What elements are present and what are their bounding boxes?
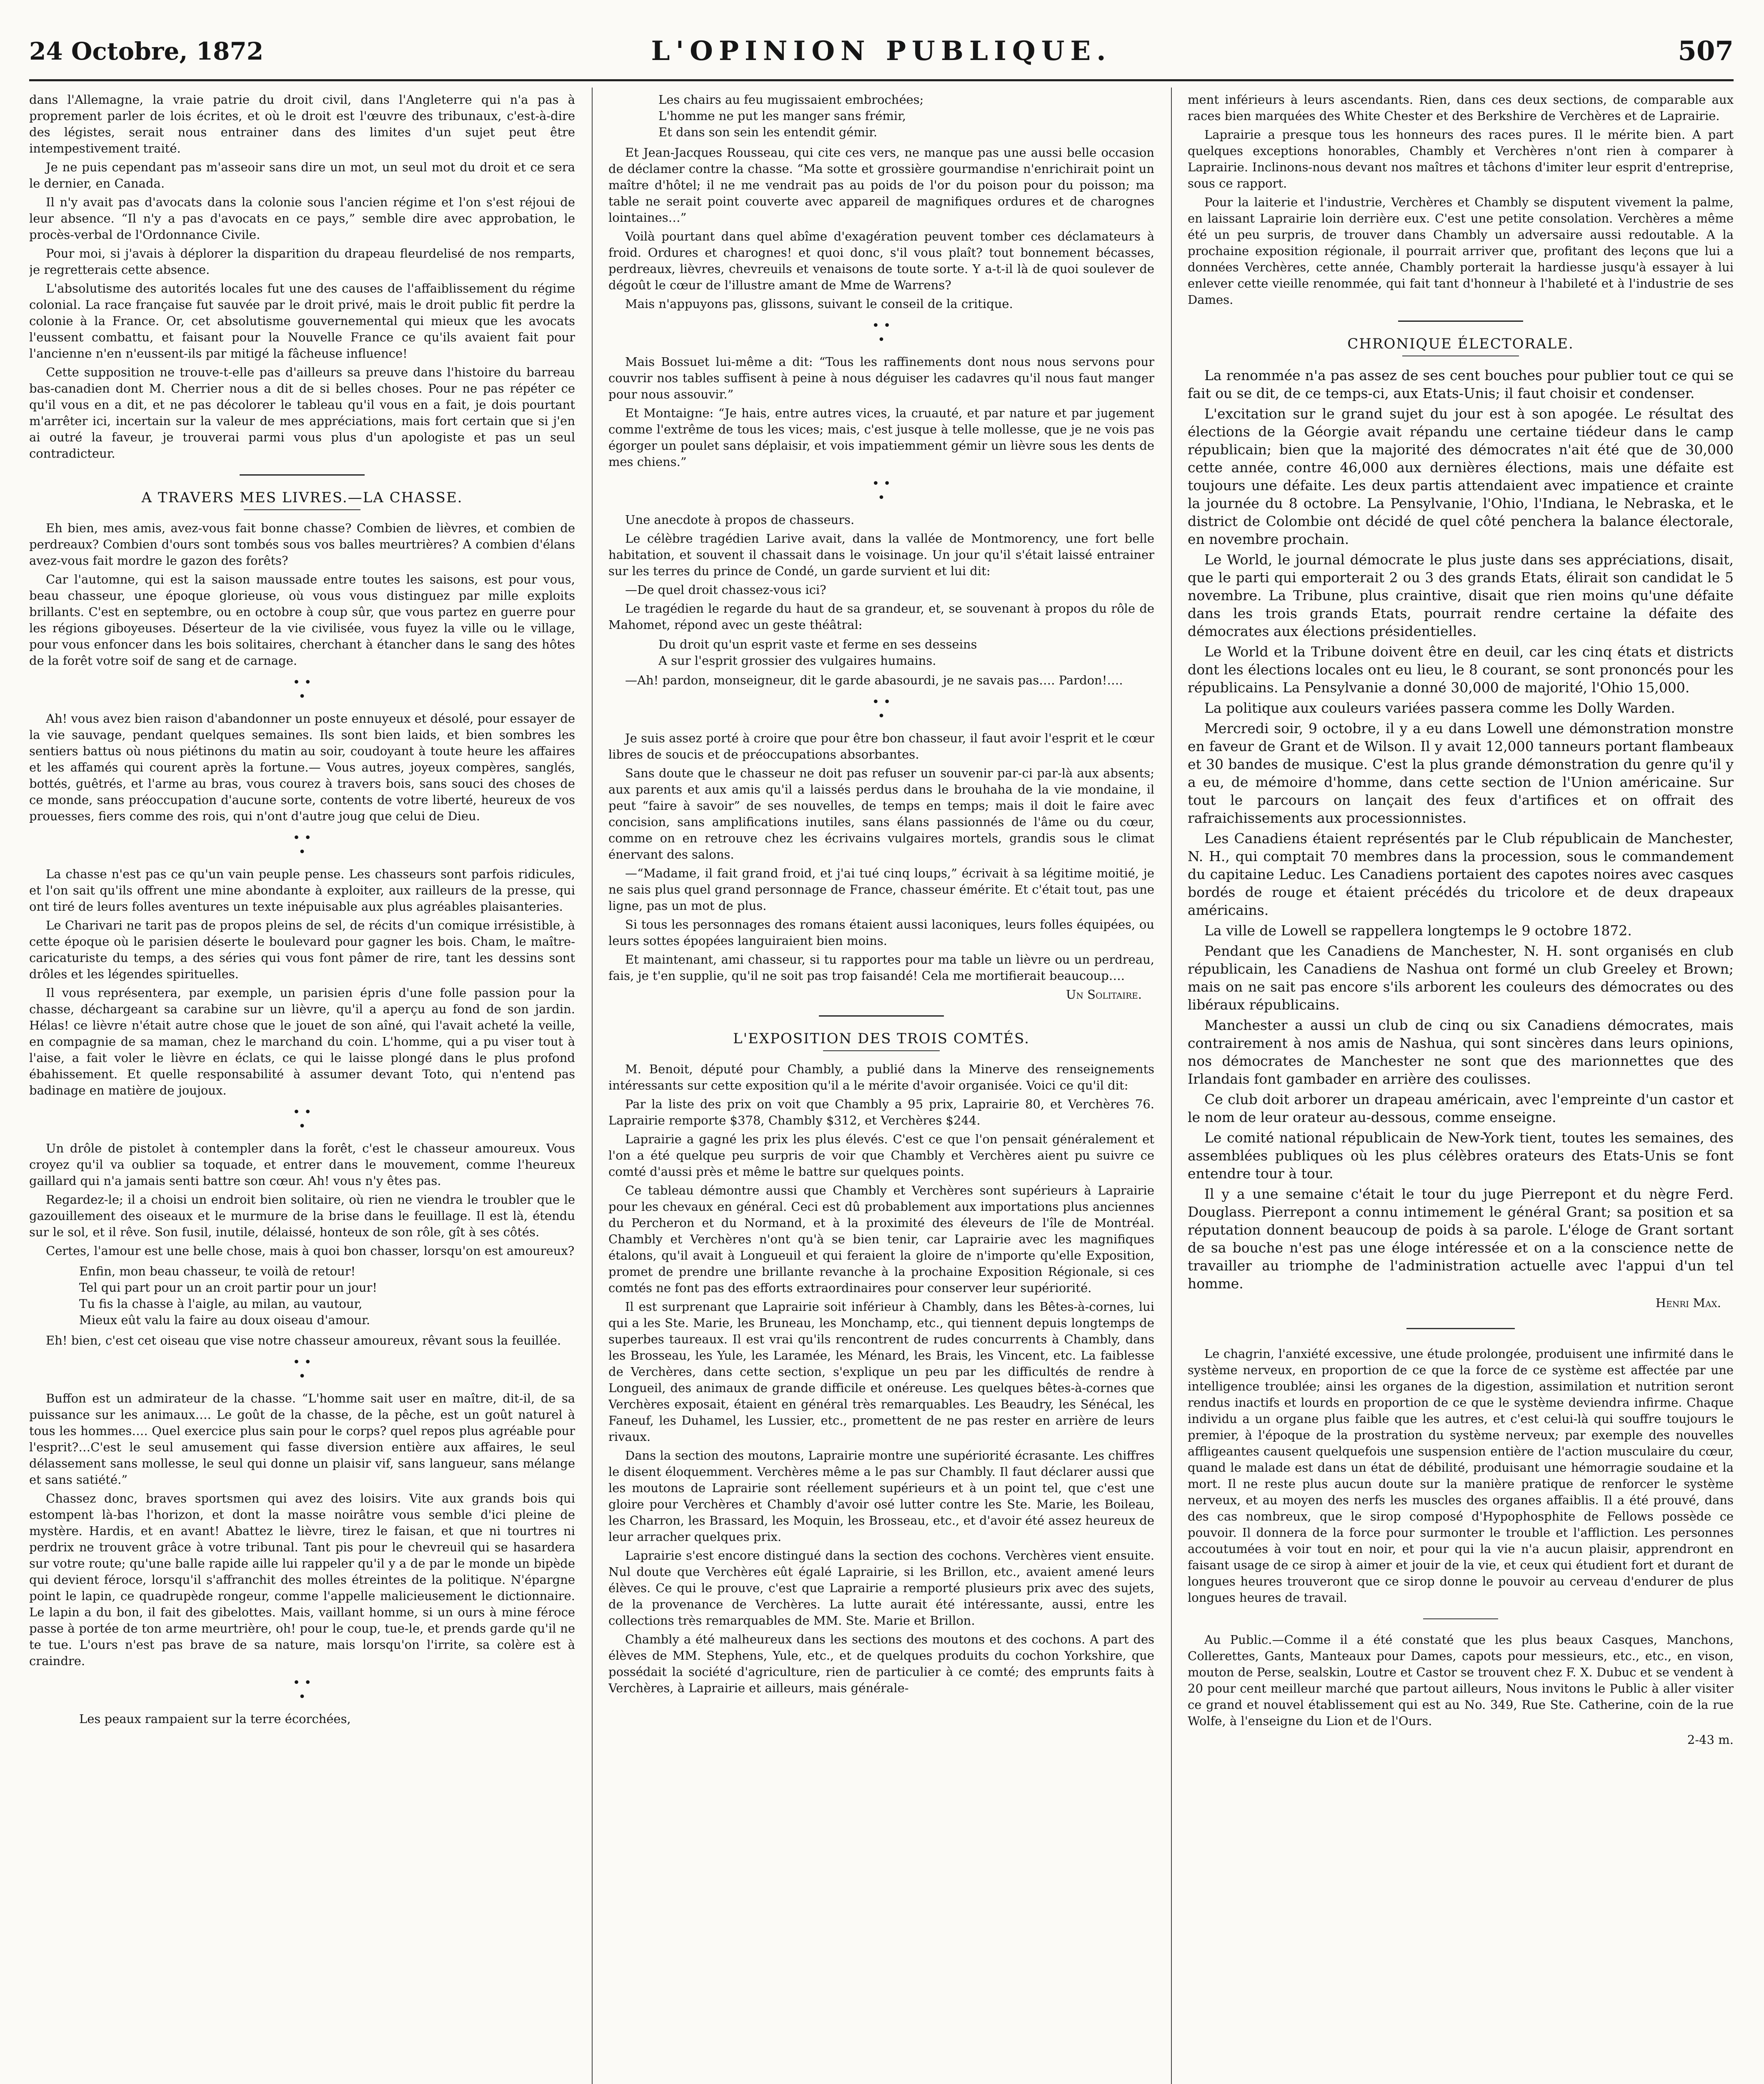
section-rule [244,509,360,510]
advertisement: Au Public.—Comme il a été constaté que les plus beaux Casques, Manchons, Collerettes, Gants, Manteaux pour Dames, capots pour messieurs, etc., etc., en vison, mouton de Perse, sealskin, Loutre et Castor se trouvent chez F. X. Dubuc et se vendent à 20 pour cent meilleur marché que partout ailleurs, Nous invitons le Public à aller visiter ce grand et nouvel établissement qui est au No. 349, Rue Ste. Catherine, coin de la rue Wolfe, à l'enseigne du Lion et de l'Ours. [1188,1633,1734,1728]
chronique-article [1188,366,1734,1292]
section-rule [819,1015,944,1017]
paragraph: Il est surprenant que Laprairie soit inférieur à Chambly, dans les Bêtes-à-cornes, lui qui a les Ste. Marie, les Bruneau, les Monchamp, etc., qui tiennent depuis longtemps de superbes taureaux. Il est vrai qu'ils rencontrent de rudes concurrents à Chambly, dans les Brosseau, les Yule, les Laramée, les Ménard, les Brais, les Vincent, etc. La faiblesse de Verchères, dans cette section, s'explique un peu par les difficultés de rendre à Longueil, des animaux de grande difficile et onéreuse. Les quelques bêtes-à-cornes que Verchères exposait, étaient en général très remarquables. Les Beaudry, les Sénécal, les Faneuf, les Duhamel, les Lussier, etc., promettent de ne pas rester en arrière de leurs rivaux. [608,1300,1154,1444]
paragraph: Mais Bossuet lui-même a dit: “Tous les raffinements dont nous nous servons pour couvrir nos tables suffisent à peine à nous déguiser les cadavres qu'il nous faut manger pour nous assouvir.” [608,355,1154,401]
paragraph: Ah! vous avez bien raison d'abandonner un poste ennuyeux et désolé, pour essayer de la vie sauvage, pendant quelques semaines. Ils sont bien laids, et bien sombres les sentiers battus où nous piétinons du matin au soir, coudoyant à toute heure les affaires et les affamés qui courent après la fortune.— Vous autres, joyeux compères, sanglés, bottés, guêtrés, et l'arme au bras, vous courez à travers bois, sans souci des choses de ce monde, sans préoccupation d'aucune sorte, contents de votre liberté, heureux de vos prouesses, fiers comme des rois, qui n'ont d'autre joug que celui de Dieu. [29,711,575,823]
asterism-separator: • • • [293,831,312,859]
paragraph: Je ne puis cependant pas m'asseoir sans dire un mot, un seul mot du droit et ce sera le dernier, en Canada. [29,160,575,190]
paragraph: La politique aux couleurs variées passera comme les Dolly Warden. [1204,700,1675,716]
verse-line: A sur l'esprit grossier des vulgaires humains. [658,654,936,668]
paragraph: Cette supposition ne trouve-t-elle pas d'ailleurs sa preuve dans l'histoire du barreau bas-canadien dont M. Cherrier nous a dit de si belles choses. Pour ne pas répéter ce qu'il vous en a dit, et ne pas décolorer le tableau qu'il vous en a fait, je dois pourtant m'arrêter ici, incertain sur la valeur de mes appréciations, mais fort certain que si j'en ai outré la faveur, je trouverai parmi vous plus d'un apologiste et pas un seul contradicteur. [29,365,575,461]
column-divider [592,88,593,2084]
verse-line: Les peaux rampaient sur la terre écorchées, [79,1712,351,1726]
header-rule [29,79,1734,81]
ad-reference: 2-43 m. [1687,1733,1734,1747]
paragraph: Un drôle de pistolet à contempler dans la forêt, c'est le chasseur amoureux. Vous croyez qu'il va oublier sa toquade, et entrer dans le mouvement, comme l'heureux gaillard qui n'a jamais senti battre son cœur. Ah! vous n'y êtes pas. [29,1141,575,1188]
asterism-separator: • • • [872,476,891,505]
paragraph: Le World et la Tribune doivent être en deuil, car les cinq états et districts dont les élections locales ont eu lieu, le 8 courant, se sont prononcés pour les républicains. La Pensylvanie a donné 30,000 de majorité, l'Ohio 15,000. [1188,644,1734,696]
section-rule [1398,321,1523,322]
paragraph: Voilà pourtant dans quel abîme d'exagération peuvent tomber ces déclamateurs à froid. Ordures et charognes! et quoi donc, s'il vous plaît? tout bonnement bécasses, perdreaux, lièvres, chevreuils et venaisons de toute sorte. Y a-t-il là de quoi soulever de dégoût le cœur de l'illustre amant de Mme de Warrens? [608,229,1154,292]
paragraph: Eh bien, mes amis, avez-vous fait bonne chasse? Combien de lièvres, et combien de perdreaux? Combien d'ours sont tombés sous vos balles meurtrières? A combien d'élans avez-vous fait mordre le gazon des forêts? [29,521,575,568]
paragraph: Le World, le journal démocrate le plus juste dans ses appréciations, disait, que le parti qui emporterait 2 ou 3 des grands Etats, élirait son candidat le 5 novembre. La Tribune, plus craintive, disait que rien moins qu'une défaite dans les trois grands Etats, pourrait rendre certaine la défaite des démocrates aux élections présidentielles. [1188,551,1734,639]
paragraph: Chassez donc, braves sportsmen qui avez des loisirs. Vite aux grands bois qui estompent là-bas l'horizon, et dont la masse noirâtre vous semble d'ici pleine de mystère. Hardis, et en avant! Abattez le lièvre, tirez le faisan, et que ni tourtres ni perdrix ne trouvent grâce à votre tribunal. Tant pis pour le chevreuil qui se hasardera sur votre route; qu'une balle rapide aille lui rappeler qu'il y a de par le monde un bipède qui devient féroce, lorsqu'il s'affranchit des molles étreintes de la politique. N'épargne point le lapin, ce quadrupède rongeur, comme l'appelle malicieusement le dictionnaire. Le lapin a du bon, il fait des gibelottes. Mais, vaillant homme, si un ours à mine féroce passe à portée de ton arme meurtrière, oh! pour le coup, tue-le, et prends garde qu'il ne te tue. L'ours n'est pas brave de sa nature, mais lorsqu'on l'irrite, sa colère est à craindre. [29,1491,575,1668]
paragraph: Le Charivari ne tarit pas de propos pleins de sel, de récits d'un comique irrésistible, à cette époque où le parisien déserte le boulevard pour gagner les bois. Cham, le maître-caricaturiste du temps, a des séries qui vous font pâmer de rire, tant les dessins sont drôles et les légendes spirituelles. [29,918,575,981]
paragraph: Manchester a aussi un club de cinq ou six Canadiens démocrates, mais contrairement à nos amis de Nashua, qui sont sincères dans leurs opinions, nos démocrates de Manchester ne sont que des marionnettes que des Irlandais font gambader en arrière des coulisses. [1188,1017,1734,1087]
paragraph: Il n'y avait pas d'avocats dans la colonie sous l'ancien régime et l'on s'est réjoui de leur absence. “Il n'y a pas d'avocats en ce pays,” semble dire avec approbation, le procès-verbal de l'Ordonnance Civile. [29,195,575,242]
paragraph: Eh! bien, c'est cet oiseau que vise notre chasseur amoureux, rêvant sous la feuillée. [46,1333,561,1348]
verse-line: Enfin, mon beau chasseur, te voilà de retour! [79,1264,356,1278]
paragraph: Mais n'appuyons pas, glissons, suivant le conseil de la critique. [625,297,1013,311]
paragraph: La chasse n'est pas ce qu'un vain peuple pense. Les chasseurs sont parfois ridicules, et l'on sait qu'ils offrent une mine abondante à exploiter, aux railleurs de la presse, qui ont tiré de leurs folles aventures un texte inépuisable aux plus agréables plaisanteries. [29,867,575,914]
paragraph: Pour moi, si j'avais à déplorer la disparition du drapeau fleurdelisé de nos remparts, je regretterais cette absence. [29,246,575,277]
verse-block [29,1263,575,1328]
paragraph: Si tous les personnages des romans étaient aussi laconiques, leurs folles équipées, ou leurs sottes épopées languiraient bien moins. [608,917,1154,948]
masthead-title: L'OPINION PUBLIQUE. [651,35,1112,67]
section-rule [823,1050,940,1051]
paragraph: Et Montaigne: “Je hais, entre autres vices, la cruauté, et par nature et par jugement comme l'extrême de tous les vices; mais, c'est jusque à telle mollesse, que je ne vois pas égorger un poulet sans déplaisir, et vois impatiemment gémir un lièvre sous les dents de mes chiens.” [608,406,1154,469]
paragraph: Je suis assez porté à croire que pour être bon chasseur, il faut avoir l'esprit et le cœur libres de soucis et de préoccupations absorbantes. [608,731,1154,761]
droit-article [29,92,575,462]
paragraph: Les Canadiens étaient représentés par le Club républicain de Manchester, N. H., qui comptait 70 membres dans la procession, sous le commandement du capitaine Leduc. Les Canadiens portaient des capotes noires avec casques bordés de rouge et étaient précédés du tricolore et de deux drapeaux américains. [1188,830,1734,918]
paragraph: Laprairie a presque tous les honneurs des races pures. Il le mérite bien. A part quelques exceptions honorables, Chambly et Verchères n'ont rien à comparer à Laprairie. Inclinons-nous devant nos maîtres et tâchons d'imiter leur esprit d'entreprise, sous ce rapport. [1188,128,1734,190]
paragraph: Une anecdote à propos de chasseurs. [625,513,855,527]
paragraph: La ville de Lowell se rappellera longtemps le 9 octobre 1872. [1204,922,1632,939]
paragraph: Le comité national républicain de New-York tient, toutes les semaines, des assemblées publiques où les plus célèbres orateurs des Etats-Unis se font entendre tour à tour. [1188,1130,1734,1182]
section-heading-exposition: L'EXPOSITION DES TROIS COMTÉS. [733,1030,1030,1047]
paragraph: Regardez-le; il a choisi un endroit bien solitaire, où rien ne viendra le troubler que le gazouillement des oiseaux et le murmure de la brise dans le feuillage. Il est là, étendu sur le sol, et il rêve. Son fusil, inutile, délaissé, honteux de son rôle, gît à ses côtés. [29,1192,575,1239]
paragraph: ment inférieurs à leurs ascendants. Rien, dans ces deux sections, de comparable aux races bien marquées des White Chester et des Berkshire de Verchères et de Laprairie. [1188,93,1734,123]
paragraph: Laprairie s'est encore distingué dans la section des cochons. Verchères vient ensuite. Nul doute que Verchères eût égalé Laprairie, si les Brillon, etc., avaient amené leurs élèves. Ce qui le prouve, c'est que Laprairie a remporté plusieurs prix avec des sujets, de la provenance de Verchères. La lutte aurait été intéressante, aussi, entre les collections très remarquables de MM. Ste. Marie et Brillon. [608,1548,1154,1628]
column-2 [608,92,1154,2084]
section-rule [1423,1618,1498,1619]
paragraph: Laprairie a gagné les prix les plus élevés. C'est ce que l'on pensait généralement et l'on a été quelque peu surpris de voir que Chambly et Verchères aient pu suivre ce comté d'aussi près et même le battre sur quelques points. [608,1132,1154,1179]
author-signature: Henri Max. [1655,1296,1721,1310]
verse-line: Et dans son sein les entendit gémir. [658,125,878,139]
column-3 [1188,92,1734,2084]
paragraph: Certes, l'amour est une belle chose, mais à quoi bon chasser, lorsqu'on est amoureux? [46,1244,575,1258]
column-1 [29,92,575,2084]
paragraph: Par la liste des prix on voit que Chambly a 95 prix, Laprairie 80, et Verchères 76. Laprairie remporte $378, Chambly $312, et Verchères $244. [608,1097,1154,1127]
paragraph: —Ah! pardon, monseigneur, dit le garde abasourdi, je ne savais pas…. Pardon!…. [625,673,1123,687]
paragraph: —De quel droit chassez-vous ici? [625,583,826,597]
verse-line: Tu fis la chasse à l'aigle, au milan, au vautour, [79,1297,363,1311]
asterism-separator: • • • [872,318,891,347]
asterism-separator: • • • [293,1105,312,1134]
issue-date: 24 Octobre, 1872 [29,37,264,65]
verse-line: Tel qui part pour un an croit partir pour un jour! [79,1280,378,1295]
paragraph: La renommée n'a pas assez de ses cent bouches pour publier tout ce qui se fait ou se dit, de ce temps-ci, aux Etats-Unis; il faut choisir et condenser. [1188,367,1734,401]
verse-line: Mieux eût valu la faire au doux oiseau d'amour. [79,1313,370,1327]
paragraph: M. Benoit, député pour Chambly, a publié dans la Minerve des renseignements intéressants sur cette exposition qu'il a le mérite d'avoir organisée. Voici ce qu'il dit: [608,1062,1154,1092]
asterism-separator: • • • [293,675,312,704]
paragraph: Car l'automne, qui est la saison maussade entre toutes les saisons, est pour vous, beau chasseur, une époque glorieuse, où vous vous distinguez par mille exploits brillants. C'est en septembre, ou en octobre à coup sûr, que vous partez en guerre pour les régions giboyeuses. Déserteur de la vie civilisée, vous fuyez la ville ou le village, pour vous enfoncer dans les bois solitaires, cherchant à étancher dans le sang des hôtes de la forêt votre soif de sang et de carnage. [29,572,575,668]
verse-line: Les chairs au feu mugissaient embrochées; [658,93,924,107]
page-header [29,29,1734,75]
paragraph: Il vous représentera, par exemple, un parisien épris d'une folle passion pour la chasse, déchargeant sa carabine sur un lièvre, qu'il a aperçu au fond de son jardin. Hélas! ce lièvre n'était autre chose que le jouet de son aîné, qui l'avait acheté la veille, en compagnie de sa maman, chez le marchand du coin. L'homme, qui a pu viser tout à l'aise, a fait voler le lièvre en éclats, ce qui le laisse plongé dans le plus profond ébahissement. Et quelle responsabilité à assumer devant Toto, qui n'entend pas badinage en matière de joujoux. [29,986,575,1097]
paragraph: L'excitation sur le grand sujet du jour est à son apogée. Le résultat des élections de la Géorgie avait répandu une certaine tiédeur dans le camp républicain; bien que la majorité des démocrates n'ait été que de 30,000 cette année, contre 46,000 aux dernières élections, mais une défaite est toujours une défaite. Les deux partis attendaient avec impatience et crainte la journée du 8 octobre. La Pensylvanie, l'Ohio, l'Indiana, le Nebraska, et le district de Colombie ont décidé de quel côté penchera la balance électorale, en novembre prochain. [1188,406,1734,547]
paragraph: L'absolutisme des autorités locales fut une des causes de l'affaiblissement du régime colonial. La race française fut sauvée par le droit privé, mais le droit public fit perdre la colonie à la France. Or, cet absolutisme gouvernemental qui mieux que les avocats l'eussent combattu, et faisant pour la Nouvelle France ce qu'ils avaient fait pour l'ancienne n'en n'eussent-ils par mitigé la fâcheuse influence! [29,281,575,361]
asterism-separator: • • • [872,695,891,724]
paragraph: Et Jean-Jacques Rousseau, qui cite ces vers, ne manque pas une aussi belle occasion de déclamer contre la chasse. “Ma sotte et grossière gourmandise n'enrichirait point un maître d'hôtel; il ne me vendrait pas au poids de l'or du poison pour du poisson; ma table ne serait point couverte avec appareil de magnifiques ordures et de charognes lointaines…” [608,145,1154,225]
paragraph: Pendant que les Canadiens de Manchester, N. H. sont organisés en club républicain, les Canadiens de Nashua ont formé un club Greeley et Brown; mais on ne sait pas encore s'ils arborent les couleurs des démocrates ou des libéraux républicains. [1188,943,1734,1013]
paragraph: Dans la section des moutons, Laprairie montre une supériorité écrasante. Les chiffres le disent éloquemment. Verchères même a le pas sur Chambly. Il faut déclarer aussi que les moutons de Laprairie sont réellement supérieurs et à un point tel, que c'est une gloire pour Verchères et Chambly d'avoir osé lutter contre les Ste. Marie, les Boileau, les Charron, les Brassard, les Moquin, les Brosseau, etc., et d'avoir été assez heureux de leur arracher quelques prix. [608,1448,1154,1544]
verse-line: Du droit qu'un esprit vaste et ferme en ses desseins [658,637,977,651]
paragraph: Ce club doit arborer un drapeau américain, avec l'empreinte d'un castor et le nom de leur orateur au-dessous, comme enseigne. [1188,1091,1734,1125]
paragraph: Le célèbre tragédien Larive avait, dans la vallée de Montmorency, une fort belle habitation, et souvent il chassait dans le voisinage. Un jour qu'il s'était laissé entrainer sur les terres du prince de Condé, un garde survient et lui dit: [608,531,1154,578]
paragraph: Pour la laiterie et l'industrie, Verchères et Chambly se disputent vivement la palme, en laissant Laprairie loin derrière eux. C'est une petite consolation. Verchères a même été un peu surpris, de trouver dans Chambly un adversaire aussi redoutable. A la prochaine exposition régionale, il pourrait arriver que, profitant des leçons que lui a données Verchères, cette année, Chambly porterait la hardiesse jusqu'à essayer à lui enlever cette vieille renommée, qui fait tant d'honneur à l'habileté et à l'industrie de ses Dames. [1188,195,1734,307]
paragraph: Et maintenant, ami chasseur, si tu rapportes pour ma table un lièvre ou un perdreau, fais, je t'en supplie, qu'il ne soit pas trop faisandé! Cela me mortifierait beaucoup…. [608,952,1154,983]
paragraph: Sans doute que le chasseur ne doit pas refuser un souvenir par-ci par-là aux absents; aux parents et aux amis qu'il a laissés perdus dans le brouhaha de la vie mondaine, il peut “faire à savoir” de ses nouvelles, de temps en temps; mais il doit le faire avec concision, sans amplifications inutiles, sans élans passionnés de l'âme ou du cœur, comme on en retrouve chez les écrivains vulgaires mortels, grandis sous le climat énervant des salons. [608,766,1154,862]
section-heading-chasse: A TRAVERS MES LIVRES.—LA CHASSE. [141,489,463,506]
paragraph: Il y a une semaine c'était le tour du juge Pierrepont et du nègre Ferd. Douglass. Pierrepont a connu intimement le général Grant; sa position et sa réputation donnent beaucoup de poids à sa parole. L'éloge de Grant sortant de sa bouche n'est pas une éloge intéressée et on a la conscience nette de travailler au triomphe de l'administration actuelle avec l'appui d'un tel homme. [1188,1186,1734,1292]
paragraph: Le chagrin, l'anxiété excessive, une étude prolongée, produisent une infirmité dans le système nerveux, en proportion de ce que la force de ce système est affectée par une intelligence troublée; ainsi les organes de la digestion, assimilation et nutrition seront rendus inactifs et lourds en proportion de ce que le système deviendra infirme. Chaque individu a un organe plus faible que les autres, et c'est celui-là qui souffre toujours le premier, à l'époque de la prostration du système nerveux; par exemple des nouvelles affligeantes causent quelquefois une suspension entière de l'action musculaire du cœur, quand le malade est dans un état de débilité, produisant une hémorragie soudaine et la mort. Il ne reste plus aucun doute sur la manière pratique de renforcer le système nerveux, et au moyen des nerfs les muscles des organes affaiblis. Il a été prouvé, dans des cas nombreux, que le sirop composé d'Hypophosphite de Fellows possède ce pouvoir. Il donnera de la force pour surmonter le trouble et l'affliction. Les personnes accoutumées à voir tout en noir, et pour qui la vie n'a aucun plaisir, apprendront en faisant usage de ce sirop à aimer et jouir de la vie, et ceux qui étudient fort et durant de longues heures trouveront que ce sirop donne le pouvoir au cerveau d'endurer de plus longues heures de travail. [1188,1347,1734,1605]
section-heading-chronique: CHRONIQUE ÉLECTORALE. [1347,336,1574,352]
paragraph: —“Madame, il fait grand froid, et j'ai tué cinq loups,” écrivait à sa légitime moitié, je ne sais plus quel grand personnage de France, chasseur émérite. Et c'était tout, pas une ligne, pas un mot de plus. [608,866,1154,913]
author-signature: Un Solitaire. [1066,987,1142,1002]
verse-line: L'homme ne put les manger sans frémir, [658,109,906,123]
section-rule [1406,1328,1515,1329]
paragraph: Mercredi soir, 9 octobre, il y a eu dans Lowell une démonstration monstre en faveur de Grant et de Wilson. Il y avait 12,000 tanneurs portant flambeaux et 30 bandes de musique. C'est la plus grande démonstration du genre qu'il y a eu, de mémoire d'homme, dans cette section de l'Union américaine. Sur tout le parcours on lançait des feux d'artifices et on offrait des rafraichissements aux processionnistes. [1188,720,1734,826]
verse-block [608,92,1154,140]
asterism-separator: • • • [293,1355,312,1384]
asterism-separator: • • • [293,1676,312,1704]
paragraph: Ce tableau démontre aussi que Chambly et Verchères sont supérieurs à Laprairie pour les chevaux en général. Ceci est dû probablement aux importations plus anciennes du Percheron et du Normand, et à la proximité des éleveurs de l'île de Montréal. Chambly et Verchères n'ont qu'à se bien tenir, car Laprairie avec les magnifiques étalons, qu'il avait à Longueuil et qui feraient la gloire de n'importe qu'elle Exposition, promet de prendre une brillante revanche à la prochaine Exposition Régionale, si ces comtés ne font pas des efforts extraordinaires pour conserver leur supériorité. [608,1183,1154,1295]
paragraph: Le tragédien le regarde du haut de sa grandeur, et, se souvenant à propos du rôle de Mahomet, répond avec un geste théâtral: [608,601,1154,632]
paragraph: Buffon est un admirateur de la chasse. “L'homme sait user en maître, dit-il, de sa puissance sur les animaux…. Le goût de la chasse, de la pêche, est un goût naturel à tous les hommes…. Quel exercice plus sain pour le corps? quel repos plus agréable pour l'esprit?…C'est le seul amusement qui fasse diversion entière aux affaires, le seul délassement sans mollesse, le seul qui donne un plaisir vif, sans langueur, sans mélange et sans satiété.” [29,1391,575,1487]
section-rule [240,474,365,476]
paragraph: Chambly a été malheureux dans les sections des moutons et des cochons. A part des élèves de MM. Stephens, Yule, etc., et de quelques produits du cochon Yorkshire, que possédait la société d'agriculture, rien de particulier à ce comté; des emprunts faits à Verchères, à Laprairie et ailleurs, mais générale- [608,1632,1154,1695]
column-divider [1171,88,1172,2084]
page-number: 507 [1678,35,1734,67]
paragraph: dans l'Allemagne, la vraie patrie du droit civil, dans l'Angleterre qui n'a pas à proprement parler de lois écrites, et où le droit est l'œuvre des tribunaux, c'est-à-dire des légistes, serait nous entrainer dans des limites d'un sujet peut être intempestivement traité. [29,93,575,155]
verse-block [608,636,1154,669]
